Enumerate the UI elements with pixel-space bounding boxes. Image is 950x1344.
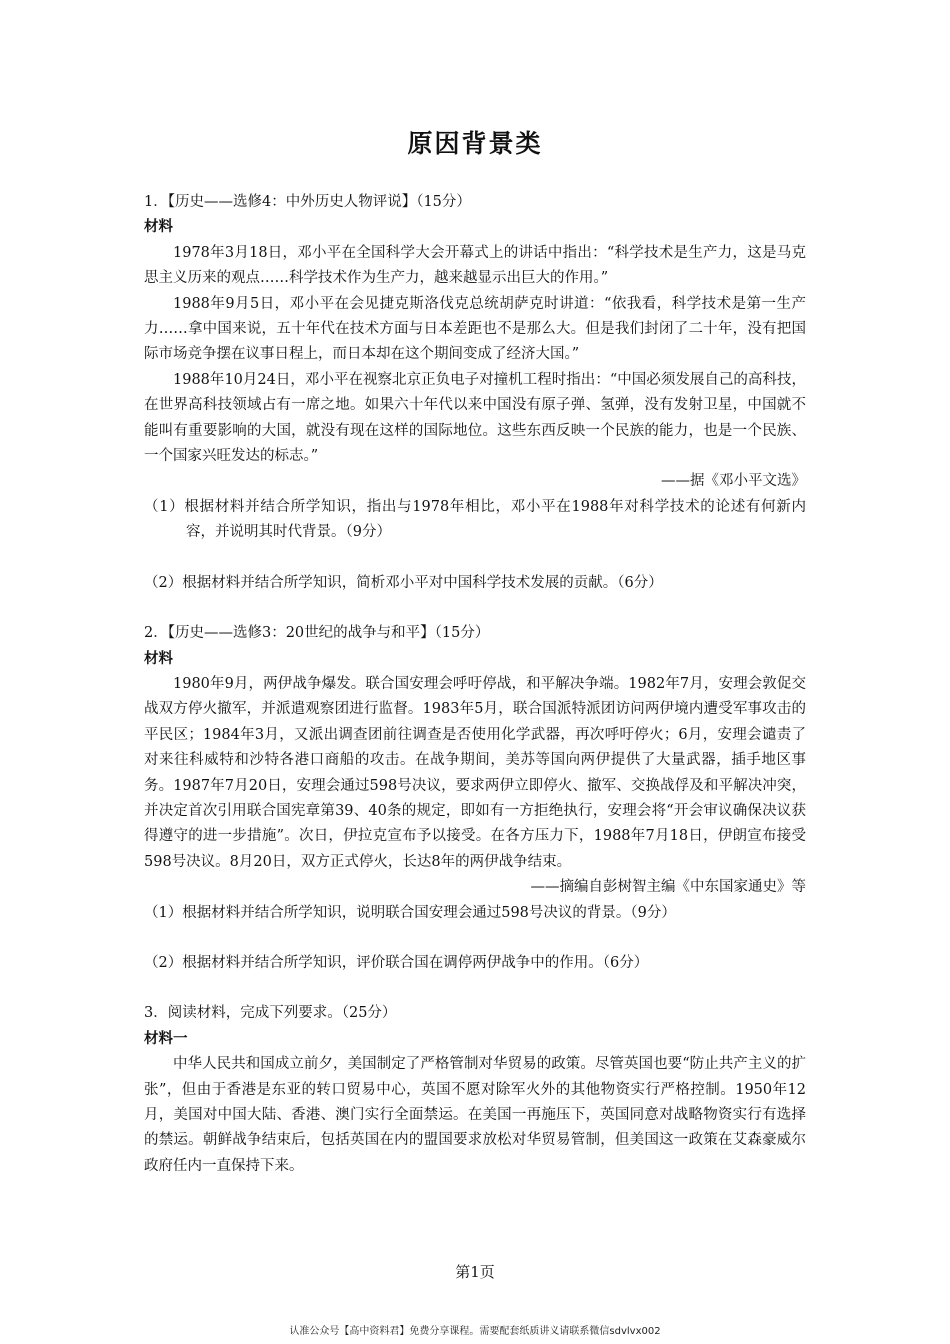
question-2-heading: 2．【历史——选修3：20世纪的战争与和平】（15分） <box>144 625 490 642</box>
question-1-heading: 1．【历史——选修4：中外历史人物评说】（15分） <box>144 194 471 210</box>
question-1-sub-1: （1）根据材料并结合所学知识，指出与1978年相比，邓小平在1988年对科学技术的论述有何新内容，并说明其时代背景。（9分） <box>144 498 806 541</box>
question-1-sub-2: （2）根据材料并结合所学知识，简析邓小平对中国科学技术发展的贡献。（6分） <box>144 574 663 591</box>
page-number: 第1页 <box>455 1263 495 1281</box>
question-1-source: ——据《邓小平文选》 <box>661 473 806 490</box>
page-title: 原因背景类 <box>407 129 543 158</box>
question-1-paragraph-2: 1988年9月5日，邓小平在会见捷克斯洛伐克总统胡萨克时讲道：“依我看，科学技术是第一生产力……拿中国来说，五十年代在技术方面与日本差距也不是那么大。但是我们封闭了二十年，没有把国际市场竞争摆在议事日程上，而日本却在这个期间变成了经济大国。” <box>144 295 806 363</box>
bottom-note: 认准公众号【高中资料君】免费分享课程。需要配套纸质讲义请联系微信sdvlvx002 <box>289 1326 661 1337</box>
document-body <box>144 190 806 1179</box>
question-1 <box>144 190 806 596</box>
question-3-material-label: 材料一 <box>144 1030 188 1047</box>
question-1-material-label: 材料 <box>144 219 173 236</box>
question-3-heading: 3．阅读材料，完成下列要求。（25分） <box>144 1005 397 1022</box>
question-2-source: ——摘编自彭树智主编《中东国家通史》等 <box>530 879 806 896</box>
question-1-paragraph-3: 1988年10月24日，邓小平在视察北京正负电子对撞机工程时指出：“中国必须发展自己的高科技，在世界高科技领域占有一席之地。如果六十年代以来中国没有原子弹、氢弹，没有发射卫星，中国就不能叫有重要影响的大国，就没有现在这样的国际地位。这些东西反映一个民族的能力，也是一个民族、一个国家兴旺发达的标志。” <box>144 371 806 465</box>
question-2-paragraph: 1980年9月，两伊战争爆发。联合国安理会呼吁停战，和平解决争端。1982年7月，安理会敦促交战双方停火撤军，并派遣观察团进行监督。1983年5月，联合国派特派团访问两伊境内遭受军事攻击的平民区；1984年3月，又派出调查团前往调查是否使用化学武器，再次呼吁停火；6月，安理会谴责了对来往科威特和沙特各港口商船的攻击。在战争期间，美苏等国向两伊提供了大量武器，插手地区事务。1987年7月20日，安理会通过598号决议，要求两伊立即停火、撤军、交换战俘及和平解决冲突，并决定首次引用联合国宪章第39、40条的规定，即如有一方拒绝执行，安理会将“开会审议确保决议获得遵守的进一步措施”。次日，伊拉克宣布予以接受。在各方压力下，1988年7月18日，伊朗宣布接受598号决议。8月20日，双方正式停火，长达8年的两伊战争结束。 <box>144 675 806 870</box>
question-1-paragraph-1: 1978年3月18日，邓小平在全国科学大会开幕式上的讲话中指出：“科学技术是生产力，这是马克思主义历来的观点……科学技术作为生产力，越来越显示出巨大的作用。” <box>144 244 806 287</box>
question-2-sub-1: （1）根据材料并结合所学知识，说明联合国安理会通过598号决议的背景。（9分） <box>144 904 676 921</box>
question-2-material-label: 材料 <box>144 650 173 667</box>
question-2-sub-2: （2）根据材料并结合所学知识，评价联合国在调停两伊战争中的作用。（6分） <box>144 954 649 971</box>
question-3-paragraph: 中华人民共和国成立前夕，美国制定了严格管制对华贸易的政策。尽管英国也要“防止共产主义的扩张”，但由于香港是东亚的转口贸易中心，英国不愿对除军火外的其他物资实行严格控制。1950年12月，美国对中国大陆、香港、澳门实行全面禁运。在美国一再施压下，英国同意对战略物资实行有选择的禁运。朝鲜战争结束后，包括英国在内的盟国要求放松对华贸易管制，但美国这一政策在艾森豪威尔政府任内一直保持下来。 <box>144 1056 806 1174</box>
question-3 <box>144 1001 806 1179</box>
question-2 <box>144 621 806 976</box>
